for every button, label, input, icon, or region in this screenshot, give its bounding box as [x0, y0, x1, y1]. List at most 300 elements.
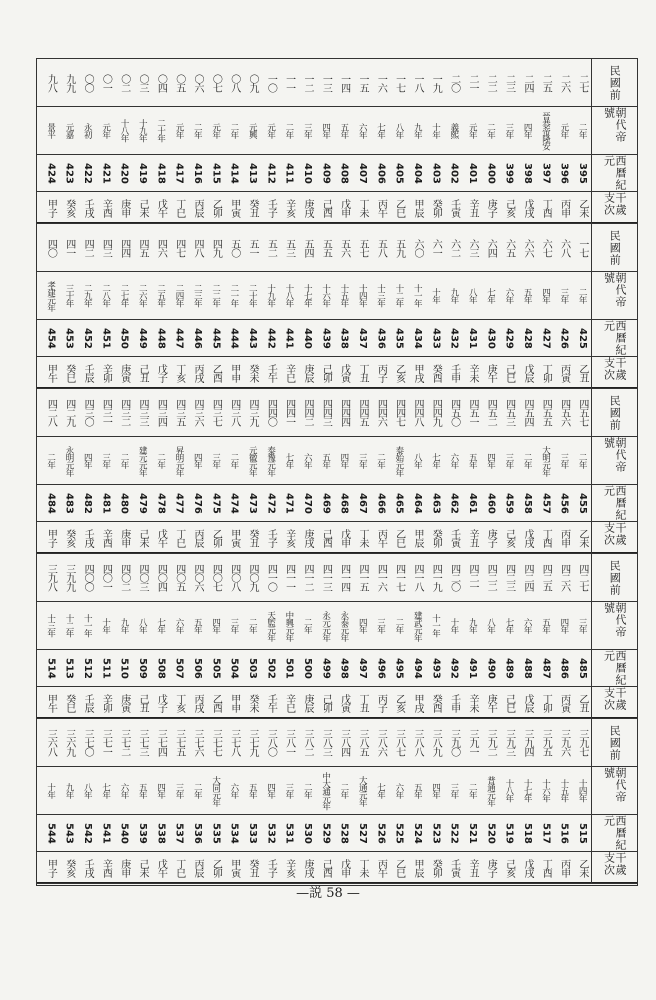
table-cell	[261, 767, 279, 814]
band-pre	[37, 389, 637, 437]
table-cell	[96, 554, 114, 601]
cell-text: 四〇九	[247, 564, 259, 591]
table-cell	[408, 852, 426, 883]
cell-text: 四二	[82, 238, 94, 257]
table-cell	[536, 272, 554, 319]
cell-text: 九年	[467, 618, 478, 633]
table-cell	[426, 389, 444, 436]
row-header-ganzhi: 干歲支次	[591, 192, 637, 223]
cell-text: 乙未	[576, 198, 588, 217]
cell-text: 普通元年	[485, 775, 496, 806]
table-cell	[243, 767, 261, 814]
table-cell	[169, 389, 187, 436]
table-cell	[151, 59, 169, 106]
table-cell	[389, 522, 407, 553]
cell-text: 景平	[45, 123, 56, 138]
cell-text: 五九	[393, 238, 405, 257]
cell-text: 四八	[192, 238, 204, 257]
table-cell	[463, 437, 481, 484]
cell-text: 二年	[522, 453, 533, 468]
cell-text: 三年	[503, 123, 514, 138]
cell-text: 庚申	[118, 858, 130, 877]
table-cell	[408, 437, 426, 484]
cell-text: 九年	[448, 288, 459, 303]
cell-text: 三年	[577, 618, 588, 633]
cell-text: 庚辰	[302, 693, 313, 712]
table-cell	[481, 320, 499, 356]
table-cell	[206, 357, 224, 388]
cell-text: 四五一	[466, 399, 478, 426]
table-cell	[536, 719, 554, 766]
cell-text: 428	[521, 327, 533, 349]
table-cell	[188, 357, 206, 388]
cell-text: 三十年	[63, 284, 74, 307]
table-cell	[353, 192, 371, 223]
cell-text: 447	[173, 327, 185, 349]
cell-text: 509	[137, 657, 149, 679]
cell-text: 二二年	[210, 284, 221, 307]
table-cell	[59, 320, 77, 356]
cell-text: 甲辰	[411, 198, 423, 217]
table-cell	[463, 650, 481, 686]
row-header-pre: 民國前	[591, 224, 637, 271]
cell-text: 二一	[466, 73, 478, 92]
cell-text: 五年	[412, 783, 423, 798]
cell-text: 四三〇	[82, 399, 94, 426]
cell-text: 五六	[338, 238, 350, 257]
table-cell	[463, 554, 481, 601]
table-cell	[96, 272, 114, 319]
table-cell	[151, 687, 169, 718]
table-cell	[536, 389, 554, 436]
cell-text: 422	[82, 162, 94, 184]
table-cell	[536, 554, 554, 601]
table-cell	[536, 320, 554, 356]
table-cell	[408, 272, 426, 319]
cell-text: 三年	[558, 288, 569, 303]
table-cell	[78, 767, 96, 814]
cell-text: 六年	[173, 618, 184, 633]
table-cell	[408, 554, 426, 601]
cell-text: 甲辰	[411, 528, 423, 547]
cell-text: 四年	[430, 783, 441, 798]
cell-text: 四一〇	[265, 564, 277, 591]
table-cell	[243, 107, 261, 154]
cell-text: 十年	[430, 123, 441, 138]
cell-text: 410	[302, 162, 313, 184]
cell-text: 474	[228, 492, 240, 514]
table-cell	[224, 522, 242, 553]
cell-text: 四二九	[63, 399, 75, 426]
cell-text: 己卯	[320, 693, 332, 712]
cell-text: 三九七	[576, 729, 588, 756]
cell-text: 天監元年	[265, 610, 276, 641]
table-cell	[536, 107, 554, 154]
cell-text: 三七八	[228, 729, 240, 756]
table-cell	[518, 437, 536, 484]
table-cell	[371, 59, 389, 106]
cell-text: 412	[265, 162, 277, 184]
table-cell	[554, 852, 572, 883]
table-cell	[188, 437, 206, 484]
cell-text: 493	[430, 657, 442, 679]
table-cell	[444, 485, 462, 521]
cell-text: 四四一	[283, 399, 295, 426]
table-cell	[536, 815, 554, 851]
cell-text: 411	[283, 162, 295, 184]
cell-text: 436	[375, 327, 387, 349]
cell-text: 527	[356, 822, 368, 844]
cell-text: 475	[210, 492, 222, 514]
table-cell	[316, 650, 334, 686]
table-cell	[188, 389, 206, 436]
cell-text: 463	[430, 492, 442, 514]
table-cell	[224, 389, 242, 436]
cell-text: 402	[448, 162, 460, 184]
table-cell	[444, 320, 462, 356]
table-cell	[59, 815, 77, 851]
table-cell	[463, 107, 481, 154]
cell-text: 元嘉	[63, 123, 74, 138]
cell-text: 丙戌	[192, 693, 204, 712]
table-cell	[554, 272, 572, 319]
cell-text: 四四四	[338, 399, 350, 426]
cell-text: 四五四	[521, 399, 533, 426]
table-cell	[151, 602, 169, 649]
table-cell	[279, 815, 297, 851]
table-cell	[573, 59, 591, 106]
cell-text: 452	[82, 327, 94, 349]
cell-text: 二年	[467, 783, 478, 798]
cell-text: 476	[192, 492, 204, 514]
table-cell	[316, 602, 334, 649]
table-cell	[261, 389, 279, 436]
band-ganzhi	[37, 522, 637, 554]
cell-text: 四二二	[485, 564, 497, 591]
table-cell	[353, 59, 371, 106]
cell-text: 十三年	[375, 284, 386, 307]
table-cell	[499, 320, 517, 356]
table-cell	[169, 485, 187, 521]
cell-text: 甲子	[45, 858, 57, 877]
table-cell	[536, 687, 554, 718]
cell-text: 十一年	[412, 284, 423, 307]
cell-text: 甲子	[45, 198, 57, 217]
table-cell	[536, 437, 554, 484]
table-cell	[371, 437, 389, 484]
cell-text: 元年	[210, 123, 221, 138]
cell-text: 六年	[357, 123, 368, 138]
table-cell	[133, 485, 151, 521]
cell-text: 二年	[302, 618, 313, 633]
page-footer: —説 58 —	[296, 886, 360, 901]
table-cell	[353, 320, 371, 356]
cell-text: 十一年	[82, 614, 93, 637]
cell-text: 辛巳	[283, 363, 295, 382]
table-cell	[298, 687, 316, 718]
cell-text: 442	[265, 327, 277, 349]
cell-text: 423	[63, 162, 75, 184]
table-cell	[279, 650, 297, 686]
cell-text: 497	[356, 657, 368, 679]
cell-text: 四年	[338, 453, 349, 468]
cell-text: 癸亥	[63, 528, 75, 547]
cell-text: 四五	[137, 238, 149, 257]
cell-text: 丙申	[558, 858, 570, 877]
cell-text: 518	[521, 822, 533, 844]
table-cell	[316, 767, 334, 814]
cell-text: 三八五	[356, 729, 368, 756]
table-cell	[334, 192, 352, 223]
table-cell	[554, 602, 572, 649]
table-cell	[573, 815, 591, 851]
table-cell	[59, 272, 77, 319]
cell-text: 十二年	[63, 614, 74, 637]
table-cell	[206, 437, 224, 484]
cell-text: 戊申	[338, 198, 350, 217]
table-cell	[59, 687, 77, 718]
cell-text: 510	[118, 657, 130, 679]
table-cell	[353, 719, 371, 766]
table-cell	[224, 272, 242, 319]
table-cell	[316, 815, 334, 851]
band-pre	[37, 719, 637, 767]
table-cell	[78, 357, 96, 388]
table-cell	[78, 687, 96, 718]
table-cell	[334, 852, 352, 883]
table-cell	[389, 602, 407, 649]
cell-text: 528	[338, 822, 350, 844]
table-cell	[59, 357, 77, 388]
cell-text: 六八	[558, 238, 570, 257]
cell-text: 辛丑	[466, 198, 478, 217]
cell-text: 元徽元年	[247, 445, 258, 476]
cell-text: 八年	[82, 783, 93, 798]
table-cell	[353, 224, 371, 271]
band-emperor	[37, 107, 637, 155]
table-cell	[59, 522, 77, 553]
table-cell	[224, 485, 242, 521]
table-cell	[518, 192, 536, 223]
table-cell	[573, 554, 591, 601]
cell-text: 三七六	[192, 729, 204, 756]
cell-text: 三九〇	[448, 729, 460, 756]
cell-text: 一〇	[265, 73, 277, 92]
cell-text: 甲戌	[411, 363, 423, 382]
cell-text: 396	[558, 162, 570, 184]
table-cell	[133, 59, 151, 106]
table-cell	[408, 485, 426, 521]
table-cell	[151, 522, 169, 553]
cell-text: 四年	[265, 783, 276, 798]
cell-text: 489	[503, 657, 515, 679]
table-cell	[151, 224, 169, 271]
table-cell	[96, 320, 114, 356]
table-cell	[518, 272, 536, 319]
table-cell	[206, 815, 224, 851]
table-cell	[114, 602, 132, 649]
table-cell	[334, 522, 352, 553]
cell-text: 甲寅	[228, 858, 240, 877]
band-year	[37, 485, 637, 522]
cell-text: 庚申	[118, 528, 130, 547]
cell-text: 丙辰	[192, 198, 204, 217]
cell-text: 506	[192, 657, 204, 679]
cell-text: 壬子	[265, 858, 277, 877]
cell-text: 三八八	[411, 729, 423, 756]
cell-text: 元年	[467, 123, 478, 138]
cell-text: 四〇	[45, 238, 57, 257]
table-cell	[188, 852, 206, 883]
cell-text: 八年	[485, 618, 496, 633]
table-cell	[389, 815, 407, 851]
table-cell	[169, 719, 187, 766]
cell-text: 531	[283, 822, 295, 844]
cell-text: 四五五	[540, 399, 552, 426]
cell-text: 建元元年	[137, 445, 148, 476]
table-cell	[298, 192, 316, 223]
row-header-ganzhi: 干歲支次	[591, 522, 637, 553]
cell-text: 己卯	[320, 363, 332, 382]
table-cell	[279, 687, 297, 718]
table-cell	[371, 815, 389, 851]
cell-text: 四二一	[466, 564, 478, 591]
table-cell	[573, 272, 591, 319]
cell-text: 壬戌	[82, 198, 94, 217]
table-cell	[224, 852, 242, 883]
cell-text: 544	[45, 822, 57, 844]
cell-text: 孝建元年	[45, 280, 56, 311]
cell-text: 二十年	[155, 119, 166, 142]
cell-text: 481	[100, 492, 112, 514]
cell-text: 三八〇	[265, 729, 277, 756]
table-cell	[481, 192, 499, 223]
table-cell	[188, 320, 206, 356]
cell-text: 庚午	[485, 363, 497, 382]
table-cell	[371, 357, 389, 388]
table-cell	[114, 852, 132, 883]
cell-text: 四一三	[320, 564, 332, 591]
table-cell	[518, 852, 536, 883]
cell-text: 435	[393, 327, 405, 349]
cell-text: 甲子	[45, 528, 57, 547]
cell-text: 五二	[265, 238, 277, 257]
cell-text: 十三年	[45, 614, 56, 637]
table-cell	[243, 437, 261, 484]
table-cell	[96, 852, 114, 883]
cell-text: 丁亥	[173, 363, 185, 382]
cell-text: 441	[283, 327, 295, 349]
cell-text: 元年	[100, 123, 111, 138]
cell-text: 三年	[357, 453, 368, 468]
table-cell	[481, 687, 499, 718]
cell-text: 538	[155, 822, 167, 844]
table-cell	[224, 224, 242, 271]
table-cell	[518, 59, 536, 106]
cell-text: 戊戌	[521, 198, 533, 217]
table-cell	[444, 650, 462, 686]
cell-text: 八年	[412, 453, 423, 468]
table-block	[37, 719, 637, 884]
table-cell	[518, 357, 536, 388]
cell-text: 壬子	[265, 198, 277, 217]
cell-text: 四七	[173, 238, 185, 257]
table-cell	[96, 437, 114, 484]
cell-text: 505	[210, 657, 222, 679]
table-cell	[426, 522, 444, 553]
table-cell	[316, 192, 334, 223]
table-cell	[151, 852, 169, 883]
table-cell	[59, 719, 77, 766]
cell-text: 甲辰	[411, 858, 423, 877]
table-cell	[96, 719, 114, 766]
table-cell	[463, 687, 481, 718]
table-cell	[573, 650, 591, 686]
cell-text: 四一七	[393, 564, 405, 591]
table-cell	[499, 719, 517, 766]
table-cell	[188, 155, 206, 191]
cell-text: 己酉	[320, 858, 332, 877]
table-cell	[518, 389, 536, 436]
cell-text: 丁卯	[540, 693, 552, 712]
cell-text: 二七	[576, 73, 588, 92]
cell-text: 戊午	[155, 858, 167, 877]
row-header-pre: 民國前	[591, 719, 637, 766]
table-cell	[279, 107, 297, 154]
table-cell	[481, 554, 499, 601]
table-cell	[206, 224, 224, 271]
table-cell	[408, 522, 426, 553]
table-cell	[536, 522, 554, 553]
table-cell	[499, 59, 517, 106]
table-cell	[481, 767, 499, 814]
table-cell	[224, 437, 242, 484]
table-cell	[426, 485, 444, 521]
cell-text: 丁酉	[540, 858, 552, 877]
cell-text: 二年	[192, 783, 203, 798]
table-cell	[279, 357, 297, 388]
table-cell	[96, 650, 114, 686]
table-cell	[169, 522, 187, 553]
cell-text: 二年	[283, 123, 294, 138]
table-cell	[499, 357, 517, 388]
cell-text: 499	[320, 657, 332, 679]
cell-text: 三八三	[320, 729, 332, 756]
cell-text: 癸亥	[63, 858, 75, 877]
table-cell	[169, 437, 187, 484]
table-cell	[206, 650, 224, 686]
table-cell	[224, 192, 242, 223]
cell-text: 四四九	[430, 399, 442, 426]
table-cell	[41, 719, 59, 766]
table-cell	[243, 357, 261, 388]
cell-text: 戊寅	[338, 363, 350, 382]
table-cell	[518, 719, 536, 766]
table-cell	[463, 155, 481, 191]
cell-text: 425	[576, 327, 588, 349]
table-cell	[114, 107, 132, 154]
row-header-year: 西曆紀元	[591, 650, 637, 686]
cell-text: 四年	[540, 288, 551, 303]
cell-text: 399	[503, 162, 515, 184]
cell-text: 三九六	[558, 729, 570, 756]
table-cell	[298, 485, 316, 521]
cell-text: 乙亥	[393, 693, 405, 712]
cell-text: 五三	[283, 238, 295, 257]
table-cell	[261, 650, 279, 686]
cell-text: 〇三	[137, 73, 149, 92]
cell-text: 二年	[247, 618, 258, 633]
